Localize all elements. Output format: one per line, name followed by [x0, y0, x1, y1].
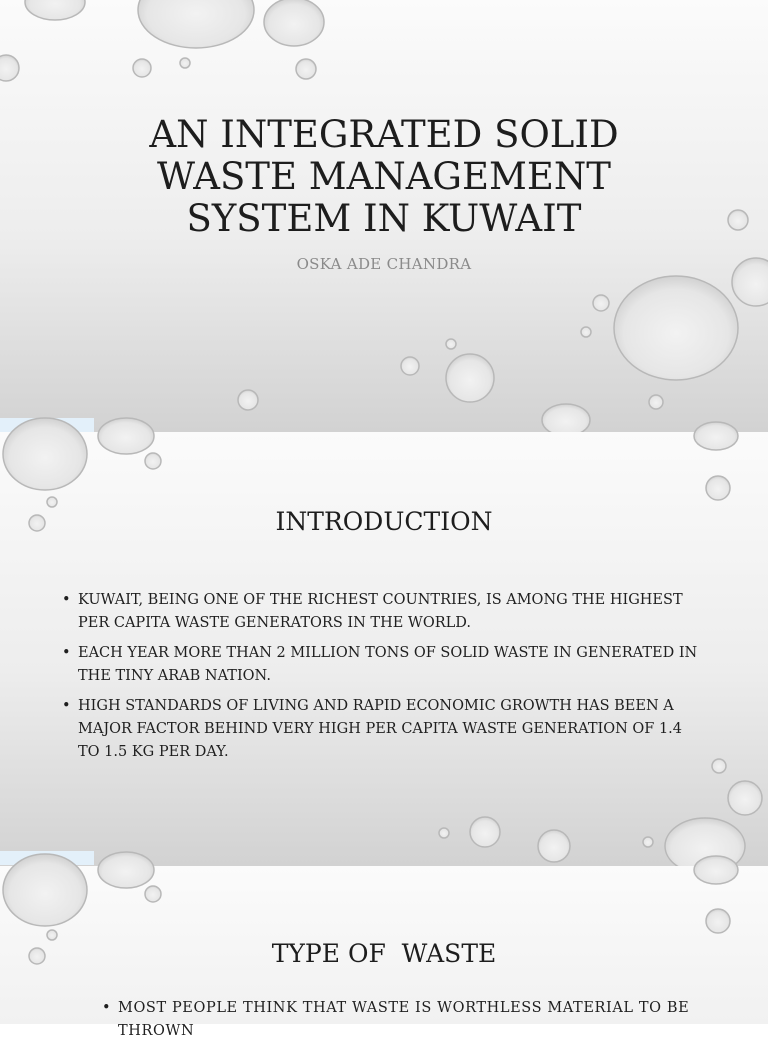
slide-1-title-slide[interactable] [0, 0, 768, 432]
introduction-title: INTRODUCTION [275, 507, 493, 536]
slide-3-type-of-waste[interactable] [0, 866, 768, 1039]
slide-1-selection-indicator [0, 418, 94, 432]
introduction-bullet-list [60, 589, 700, 771]
bullet-item: • HIGH STANDARDS OF LIVING AND RAPID ECONOMIC GROWTH HAS BEEN A MAJOR FACTOR BEHIND VERY HIGH PER CAPITA WASTE GENERATION OF 1.4 TO 1.5 KG PER DAY. [60, 695, 700, 764]
type-of-waste-title: TYPE OF WASTE [271, 939, 497, 968]
type-of-waste-bullet-list [100, 997, 720, 1050]
bullet-item: • MOST PEOPLE THINK THAT WASTE IS WORTHLESS MATERIAL TO BE THROWN [100, 997, 720, 1043]
slide-2-selection-indicator [0, 851, 94, 865]
slide-2-introduction[interactable] [0, 432, 768, 866]
bullet-item: • EACH YEAR MORE THAN 2 MILLION TONS OF SOLID WASTE IN GENERATED IN THE TINY ARAB NATION. [60, 642, 700, 688]
bullet-item: • KUWAIT, BEING ONE OF THE RICHEST COUNTRIES, IS AMONG THE HIGHEST PER CAPITA WASTE GENERATORS IN THE WORLD. [60, 589, 700, 635]
presentation-title: AN INTEGRATED SOLID WASTE MANAGEMENT SYSTEM IN KUWAIT [149, 113, 619, 240]
author-subtitle: OSKA ADE CHANDRA [296, 255, 472, 273]
